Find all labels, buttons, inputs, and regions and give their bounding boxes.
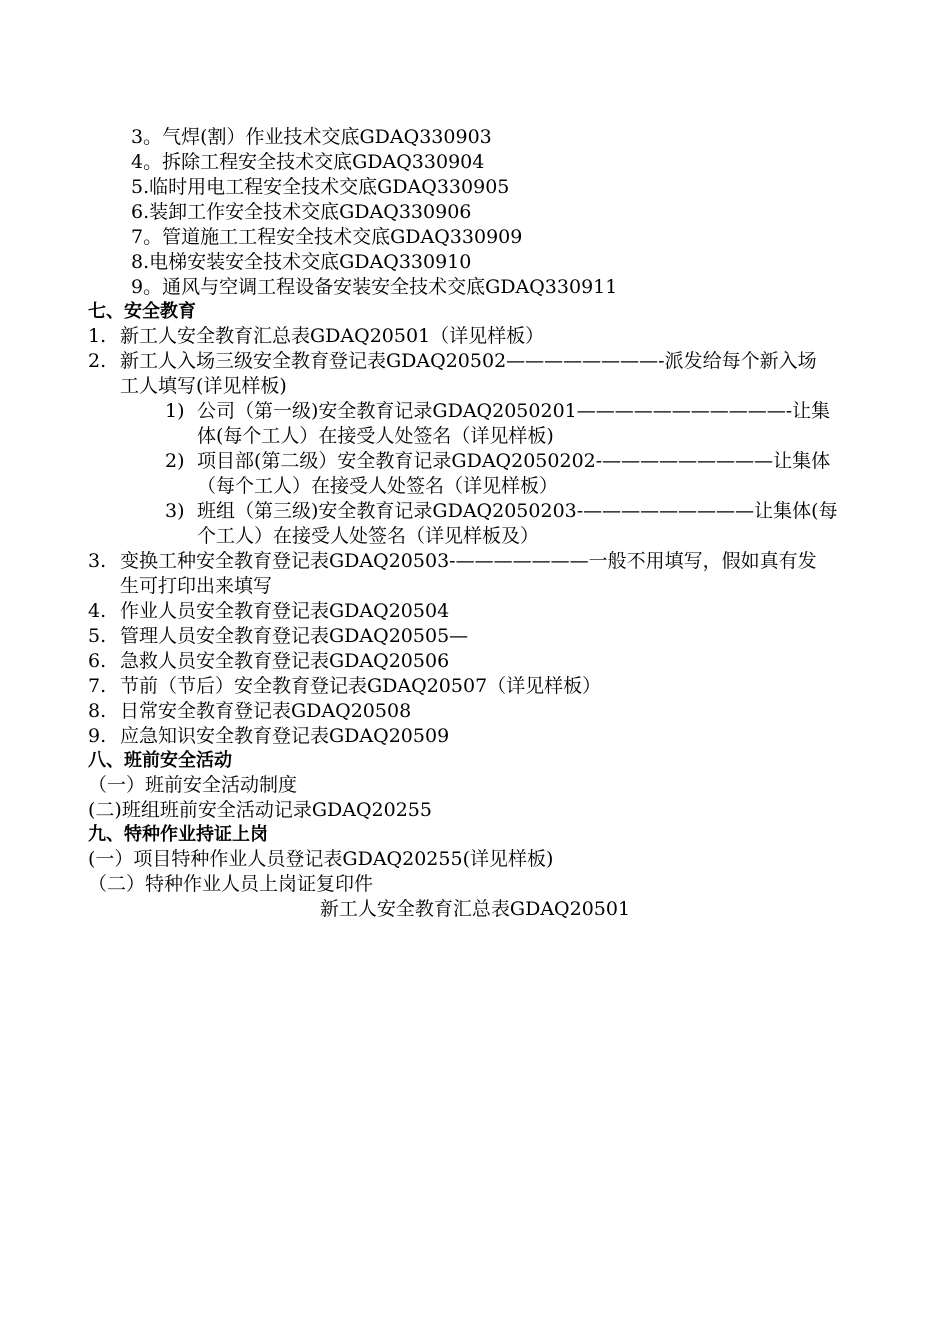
list-item: 5.临时用电工程安全技术交底GDAQ330905 [131,176,510,198]
sub-item: 公司（第一级)安全教育记录GDAQ2050201———————————-让集 [197,400,831,422]
list-item: 7。管道施工工程安全技术交底GDAQ330909 [131,226,523,248]
list-item: （二）特种作业人员上岗证复印件 [88,873,374,895]
list-item-num: 5. [88,625,107,647]
list-item-continuation: 工人填写(详见样板) [120,375,287,397]
list-item: 应急知识安全教育登记表GDAQ20509 [120,725,450,747]
sub-item-num: 3) [165,500,185,522]
section-heading: 八、班前安全活动 [88,750,232,771]
list-item: 变换工种安全教育登记表GDAQ20503-———————一般不用填写，假如真有发 [120,550,817,572]
section-heading: 九、特种作业持证上岗 [88,824,268,845]
sub-item: 班组（第三级)安全教育记录GDAQ2050203-—————————让集体(每 [197,500,838,522]
table-title: 新工人安全教育汇总表GDAQ20501 [319,898,631,920]
section-heading: 七、安全教育 [88,301,196,322]
list-item-num: 6. [88,650,107,672]
list-item: 管理人员安全教育登记表GDAQ20505— [120,625,469,647]
sub-item-continuation: 体(每个工人）在接受人处签名（详见样板) [197,425,554,447]
list-item: (一）项目特种作业人员登记表GDAQ20255(详见样板) [88,848,554,870]
list-item: (二)班组班前安全活动记录GDAQ20255 [88,799,432,821]
sub-item-continuation: 个工人）在接受人处签名（详见样板及） [197,525,540,547]
list-item: 日常安全教育登记表GDAQ20508 [120,700,412,722]
list-item: （一）班前安全活动制度 [88,774,298,796]
list-item-num: 8. [88,700,107,722]
list-item: 新工人安全教育汇总表GDAQ20501（详见样板） [120,325,545,347]
list-item: 9。通风与空调工程设备安装安全技术交底GDAQ330911 [131,276,618,298]
list-item-num: 3. [88,550,107,572]
list-item: 作业人员安全教育登记表GDAQ20504 [120,600,450,622]
sub-item-continuation: （每个工人）在接受人处签名（详见样板） [197,475,559,497]
list-item: 8.电梯安装安全技术交底GDAQ330910 [131,251,472,273]
list-item: 急救人员安全教育登记表GDAQ20506 [120,650,450,672]
list-item-continuation: 生可打印出来填写 [120,575,273,597]
list-item-num: 9. [88,725,107,747]
list-item: 新工人入场三级安全教育登记表GDAQ20502————————-派发给每个新入场 [120,350,817,372]
sub-item-num: 2) [165,450,185,472]
list-item-num: 2. [88,350,107,372]
list-item: 节前（节后）安全教育登记表GDAQ20507（详见样板） [120,675,602,697]
sub-item-num: 1) [165,400,185,422]
list-item: 4。拆除工程安全技术交底GDAQ330904 [131,151,485,173]
list-item-num: 7. [88,675,107,697]
list-item-num: 4. [88,600,107,622]
sub-item: 项目部(第二级）安全教育记录GDAQ2050202-—————————让集体 [197,450,831,472]
list-item: 6.装卸工作安全技术交底GDAQ330906 [131,201,472,223]
list-item-num: 1. [88,325,107,347]
list-item: 3。气焊(割）作业技术交底GDAQ330903 [131,126,492,148]
